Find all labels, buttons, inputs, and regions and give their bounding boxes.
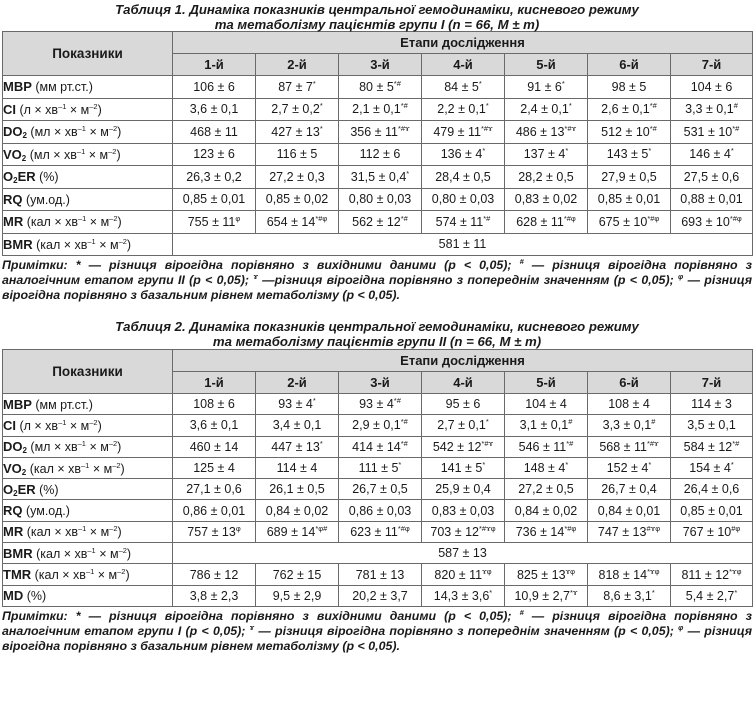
table1-row-label: RQ (ум.од.): [3, 188, 173, 211]
table1-cell: 91 ± 6*: [505, 76, 588, 99]
table1-cell: $654 \pm 14^{*\#\varphi}$: [256, 211, 339, 234]
table1-row: [3, 211, 753, 234]
table2-bmr-label: BMR $(кал \times хв^{-1} \times м^{-2})$: [3, 543, 173, 564]
table1-cell: 2,4 ± 0,1*: [505, 98, 588, 121]
table2-stage-3: 3-й: [339, 372, 422, 394]
table2-cell: 546 ± 11*#: [505, 436, 588, 457]
table1-row-label: CI $(л \times хв^{-1} \times м^{-2})$: [3, 98, 173, 121]
table2-cell: $542 \pm 12^{*\#ɤ}$: [422, 436, 505, 457]
table1-row: [3, 76, 753, 99]
table1-cell: 3,3 ± 0,1#: [671, 98, 753, 121]
table1-cell: 0,88 ± 0,01: [671, 188, 753, 211]
table2-row-label: RQ (ум.од.): [3, 500, 173, 521]
table2-cell: $747 \pm 13^{\#ɤ\varphi}$: [588, 521, 671, 542]
table2-row: [3, 479, 753, 500]
table1-cell: 468 ± 11: [173, 121, 256, 144]
table2-cell: $757 \pm 13^\varphi$: [173, 521, 256, 542]
table2-bmr-value: 587 ± 13: [173, 543, 753, 564]
table2-cell: 781 ± 13: [339, 564, 422, 585]
table1-cell: $693 \pm 10^{*\#\varphi}$: [671, 211, 753, 234]
table1-row-label: $VO_2$ $(мл \times хв^{-1} \times м^{-2})$: [3, 143, 173, 166]
table2-cell: 26,7 ± 0,4: [588, 479, 671, 500]
table2-cell: $623 \pm 11^{*\#\varphi}$: [339, 521, 422, 542]
table2-cell: $825 \pm 13^{ɤ\varphi}$: [505, 564, 588, 585]
table2-cell: 26,7 ± 0,5: [339, 479, 422, 500]
table1-cell: 2,7 ± 0,2*: [256, 98, 339, 121]
table2-stage-7: 7-й: [671, 372, 753, 394]
table1-cell: 104 ± 6: [671, 76, 753, 99]
table2-cell: $689 \pm 14^{*\varphi\#}$: [256, 521, 339, 542]
table2-cell: 26,1 ± 0,5: [256, 479, 339, 500]
table2-cell: 95 ± 6: [422, 394, 505, 415]
table2-cell: 114 ± 3: [671, 394, 753, 415]
table1-cell: 136 ± 4*: [422, 143, 505, 166]
table2-row: [3, 415, 753, 436]
table2-cell: 20,2 ± 3,7: [339, 585, 422, 606]
table2-cell: 2,7 ± 0,1*: [422, 415, 505, 436]
table1-cell: 98 ± 5: [588, 76, 671, 99]
table2-cell: $10,9 \pm 2,7^{*ɤ}$: [505, 585, 588, 606]
table1-row-label: МВР (мм рт.ст.): [3, 76, 173, 99]
table2-cell: 3,5 ± 0,1: [671, 415, 753, 436]
table1-cell: 0,80 ± 0,03: [339, 188, 422, 211]
table1-row: [3, 188, 753, 211]
table2-cell: 0,84 ± 0,01: [588, 500, 671, 521]
table2-row-label: MR $(кал \times хв^{-1} \times м^{-2})$: [3, 521, 173, 542]
table2-row-label: МВР (мм рт.ст.): [3, 394, 173, 415]
table1-row: [3, 143, 753, 166]
table1-row: [3, 98, 753, 121]
table1-cell: $486 \pm 13^{*\#ɤ}$: [505, 121, 588, 144]
table2-row: [3, 585, 753, 606]
table1-bmr-label: BMR $(кал \times хв^{-1} \times м^{-2})$: [3, 233, 173, 256]
table2-cell: 8,6 ± 3,1*: [588, 585, 671, 606]
table1-cell: 0,83 ± 0,02: [505, 188, 588, 211]
table2-header-indicators: Показники: [3, 350, 173, 394]
table1-row-label: $DO_2$ $(мл \times хв^{-1} \times м^{-2})$: [3, 121, 173, 144]
table1-cell: 427 ± 13*: [256, 121, 339, 144]
table2-cell: $818 \pm 14^{*ɤ\varphi}$: [588, 564, 671, 585]
table2-cell: 786 ± 12: [173, 564, 256, 585]
table1-bmr-value: 581 ± 11: [173, 233, 753, 256]
table1-cell: $755 \pm 11^\varphi$: [173, 211, 256, 234]
table2-stage-5: 5-й: [505, 372, 588, 394]
page: [2, 0, 752, 669]
table1-notes: Примітки: * — різниця вірогідна порівняно з вихідними даними (р < 0,05); # — різниця вірогідна порівняно з аналогічним етапом групи II (р < 0,05); $^ɤ$ —різниця вірогідна порівняно з попереднім значенням (р < 0,05); $^\varphi$ — різниця вірогідна порівняно з базальним рівнем метаболізму (р < 0,05).: [2, 257, 752, 302]
table2-cell: 26,4 ± 0,6: [671, 479, 753, 500]
table2-row-label: MD (%): [3, 585, 173, 606]
table2-row: [3, 394, 753, 415]
table1-stage-7: 7-й: [671, 54, 753, 76]
table2-cell: 27,2 ± 0,5: [505, 479, 588, 500]
table1-cell: $479 \pm 11^{*\#ɤ}$: [422, 121, 505, 144]
table2-cell: 108 ± 6: [173, 394, 256, 415]
table1-stage-6: 6-й: [588, 54, 671, 76]
table2-stage-6: 6-й: [588, 372, 671, 394]
table2-cell: 154 ± 4*: [671, 457, 753, 478]
table2-cell: 0,83 ± 0,03: [422, 500, 505, 521]
table2-bmr-row: [3, 543, 753, 564]
table1-cell: 116 ± 5: [256, 143, 339, 166]
table2-cell: 584 ± 12*#: [671, 436, 753, 457]
table1-row-label: MR $(кал \times хв^{-1} \times м^{-2})$: [3, 211, 173, 234]
table2-cell: 114 ± 4: [256, 457, 339, 478]
table2-row-label: $O_2ER$ (%): [3, 479, 173, 500]
table2-stage-1: 1-й: [173, 372, 256, 394]
table2-cell: 0,86 ± 0,03: [339, 500, 422, 521]
table1: [2, 31, 753, 256]
table2-cell: 3,8 ± 2,3: [173, 585, 256, 606]
table2-cell: 460 ± 14: [173, 436, 256, 457]
table2-cell: 0,86 ± 0,01: [173, 500, 256, 521]
table2-cell: $703 \pm 12^{*\#ɤ\varphi}$: [422, 521, 505, 542]
table2-cell: 111 ± 5*: [339, 457, 422, 478]
table1-cell: 123 ± 6: [173, 143, 256, 166]
table2-cell: 762 ± 15: [256, 564, 339, 585]
table1-cell: 562 ± 12*#: [339, 211, 422, 234]
table1-cell: 106 ± 6: [173, 76, 256, 99]
table2-cell: 14,3 ± 3,6*: [422, 585, 505, 606]
table2-cell: 3,4 ± 0,1: [256, 415, 339, 436]
table1-cell: 28,2 ± 0,5: [505, 166, 588, 189]
table1-cell: 2,1 ± 0,1*#: [339, 98, 422, 121]
table2-cell: 25,9 ± 0,4: [422, 479, 505, 500]
table1-cell: $356 \pm 11^{*\#ɤ}$: [339, 121, 422, 144]
table1-row: [3, 166, 753, 189]
table2-cell: 104 ± 4: [505, 394, 588, 415]
table1-cell: 112 ± 6: [339, 143, 422, 166]
table2-cell: 2,9 ± 0,1*#: [339, 415, 422, 436]
table2-row: [3, 521, 753, 542]
table2-caption-line1: Таблиця 2. Динаміка показників центральної гемодинаміки, кисневого режиму: [115, 319, 639, 334]
table2-cell: 0,84 ± 0,02: [505, 500, 588, 521]
table2-row: [3, 436, 753, 457]
table2-header-stages: Етапи дослідження: [173, 350, 753, 372]
table1-header-stages: Етапи дослідження: [173, 32, 753, 54]
table2-cell: $767 \pm 10^{\#\varphi}$: [671, 521, 753, 542]
table1-caption-line2: та метаболізму пацієнтів групи I (n = 66, M ± m): [214, 17, 540, 32]
table1-cell: $628 \pm 11^{*\#\varphi}$: [505, 211, 588, 234]
table2-cell: 93 ± 4*: [256, 394, 339, 415]
table1-cell: 80 ± 5*#: [339, 76, 422, 99]
table1-cell: 137 ± 4*: [505, 143, 588, 166]
table1-stage-4: 4-й: [422, 54, 505, 76]
table2-row-label: $DO_2$ $(мл \times хв^{-1} \times м^{-2})$: [3, 436, 173, 457]
table1-cell: 26,3 ± 0,2: [173, 166, 256, 189]
table1-cell: 0,85 ± 0,01: [588, 188, 671, 211]
table2-header-row: [3, 350, 753, 372]
table1-stage-5: 5-й: [505, 54, 588, 76]
table2-cell: 414 ± 14*#: [339, 436, 422, 457]
table2-notes: Примітки: * — різниця вірогідна порівняно з вихідними даними (р < 0,05); # — різниця вірогідна порівняно з аналогічним етапом групи I (р < 0,05); $^ɤ$ — різниця вірогідна порівняно з попереднім значенням (р < 0,05); $^\varphi$ — різниця вірогідна порівняно з базальним рівнем метаболізму (р < 0,05).: [2, 607, 752, 653]
table2-row: [3, 500, 753, 521]
table1-cell: 143 ± 5*: [588, 143, 671, 166]
table2-cell: $811 \pm 12^{*ɤ\varphi}$: [671, 564, 753, 585]
table2-cell: $568 \pm 11^{*\#ɤ}$: [588, 436, 671, 457]
table1-cell: 84 ± 5*: [422, 76, 505, 99]
table2-stage-4: 4-й: [422, 372, 505, 394]
table1-cell: 28,4 ± 0,5: [422, 166, 505, 189]
table2-cell: 141 ± 5*: [422, 457, 505, 478]
table1-stage-2: 2-й: [256, 54, 339, 76]
table1-cell: $675 \pm 10^{*\#\varphi}$: [588, 211, 671, 234]
table2-stage-2: 2-й: [256, 372, 339, 394]
table2-row: [3, 457, 753, 478]
table1-cell: 3,6 ± 0,1: [173, 98, 256, 121]
table2-cell: 9,5 ± 2,9: [256, 585, 339, 606]
table2-cell: 93 ± 4*#: [339, 394, 422, 415]
table1-cell: 2,6 ± 0,1*#: [588, 98, 671, 121]
table1-stage-3: 3-й: [339, 54, 422, 76]
table2-cell: 3,3 ± 0,1#: [588, 415, 671, 436]
table2-cell: 27,1 ± 0,6: [173, 479, 256, 500]
table1-cell: 0,80 ± 0,03: [422, 188, 505, 211]
table1-row-label: $O_2ER$ (%): [3, 166, 173, 189]
table1-cell: 27,5 ± 0,6: [671, 166, 753, 189]
table1-cell: 512 ± 10*#: [588, 121, 671, 144]
table1-cell: 27,2 ± 0,3: [256, 166, 339, 189]
table1-cell: 146 ± 4*: [671, 143, 753, 166]
table2-cell: 148 ± 4*: [505, 457, 588, 478]
table2-cell: 108 ± 4: [588, 394, 671, 415]
table1-header-indicators: Показники: [3, 32, 173, 76]
table2-cell: 0,85 ± 0,01: [671, 500, 753, 521]
table2: [2, 349, 753, 607]
table2-cell: 3,1 ± 0,1#: [505, 415, 588, 436]
table2-row-label: CI $(л \times хв^{-1} \times м^{-2})$: [3, 415, 173, 436]
table2-cell: $736 \pm 14^{*\#\varphi}$: [505, 521, 588, 542]
table2-cell: 3,6 ± 0,1: [173, 415, 256, 436]
table2-row: [3, 564, 753, 585]
table1-bmr-row: [3, 233, 753, 256]
table1-row: [3, 121, 753, 144]
table1-caption: [2, 0, 752, 31]
table1-cell: 531 ± 10*#: [671, 121, 753, 144]
table1-header-row: [3, 32, 753, 54]
table2-cell: 152 ± 4*: [588, 457, 671, 478]
table2-row-label: $VO_2$ $(кал \times хв^{-1} \times м^{-2})$: [3, 457, 173, 478]
table2-cell: 447 ± 13*: [256, 436, 339, 457]
table1-cell: 574 ± 11*#: [422, 211, 505, 234]
table1-cell: 87 ± 7*: [256, 76, 339, 99]
table2-cell: 125 ± 4: [173, 457, 256, 478]
table1-stage-1: 1-й: [173, 54, 256, 76]
table1-cell: 0,85 ± 0,02: [256, 188, 339, 211]
table1-cell: 2,2 ± 0,1*: [422, 98, 505, 121]
table2-caption-line2: та метаболізму пацієнтів групи II (n = 66, M ± m): [212, 334, 542, 349]
table2-row-label: TMR $(кал \times хв^{-1} \times м^{-2})$: [3, 564, 173, 585]
table1-cell: 0,85 ± 0,01: [173, 188, 256, 211]
table1-cell: 27,9 ± 0,5: [588, 166, 671, 189]
table2-cell: 5,4 ± 2,7*: [671, 585, 753, 606]
table2-caption: [2, 318, 752, 349]
table2-cell: $820 \pm 11^{ɤ\varphi}$: [422, 564, 505, 585]
table1-caption-line1: Таблиця 1. Динаміка показників центральної гемодинаміки, кисневого режиму: [115, 2, 639, 17]
table1-cell: 31,5 ± 0,4*: [339, 166, 422, 189]
table2-cell: 0,84 ± 0,02: [256, 500, 339, 521]
